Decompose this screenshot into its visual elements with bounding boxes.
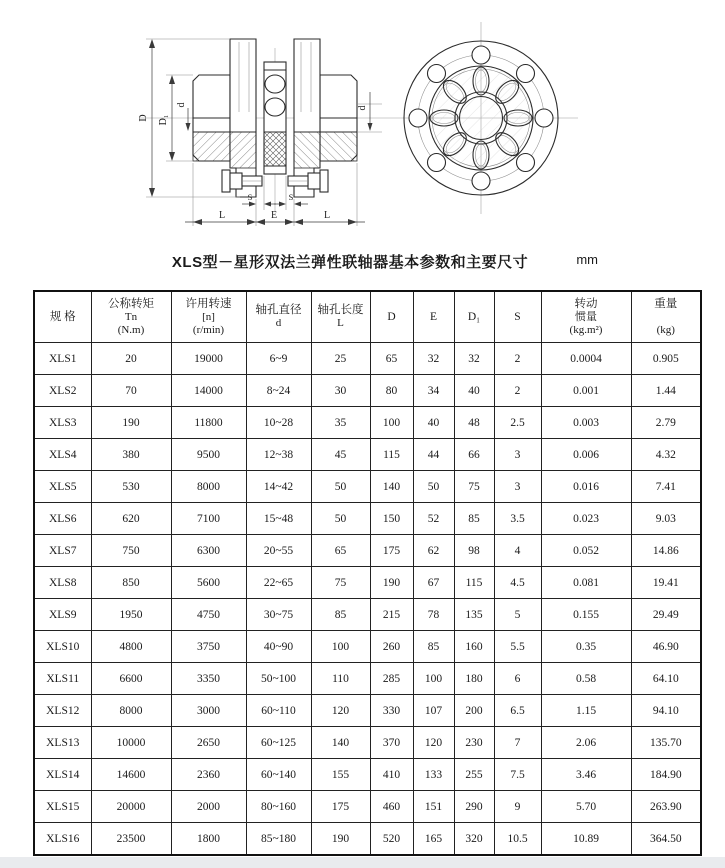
front-view-drawing <box>404 41 558 195</box>
table-cell: 150 <box>370 503 413 535</box>
table-cell: 60~110 <box>246 695 311 727</box>
table-cell: 64.10 <box>631 663 701 695</box>
table-row <box>34 343 701 375</box>
table-cell: 320 <box>454 823 494 856</box>
dim-label-d-right: d <box>357 105 368 111</box>
table-row <box>34 695 701 727</box>
table-cell: 290 <box>454 791 494 823</box>
row-label: XLS8 <box>34 567 91 599</box>
table-cell: 20 <box>91 343 171 375</box>
table-cell: 155 <box>311 759 370 791</box>
table-cell: 1.44 <box>631 375 701 407</box>
table-cell: 62 <box>413 535 454 567</box>
column-header-bore-diameter: 轴孔直径 d <box>246 291 311 343</box>
dim-label-S-left: S <box>247 192 253 202</box>
table-cell: 2650 <box>171 727 246 759</box>
table-cell: 40 <box>454 375 494 407</box>
table-cell: 100 <box>311 631 370 663</box>
table-cell: 60~125 <box>246 727 311 759</box>
table-cell: 46.90 <box>631 631 701 663</box>
row-label: XLS15 <box>34 791 91 823</box>
table-cell: 165 <box>413 823 454 856</box>
table-cell: 52 <box>413 503 454 535</box>
unit-label: mm <box>576 252 598 267</box>
table-cell: 190 <box>311 823 370 856</box>
table-cell: 65 <box>370 343 413 375</box>
table-cell: 67 <box>413 567 454 599</box>
table-row <box>34 823 701 856</box>
table-cell: 50 <box>413 471 454 503</box>
table-cell: 2.79 <box>631 407 701 439</box>
table-cell: 40~90 <box>246 631 311 663</box>
table-cell: 850 <box>91 567 171 599</box>
table-cell: 110 <box>311 663 370 695</box>
table-header-row <box>34 291 701 343</box>
row-label: XLS13 <box>34 727 91 759</box>
column-header-dim-D1: D₁ <box>454 291 494 343</box>
table-cell: 75 <box>454 471 494 503</box>
table-cell: 6600 <box>91 663 171 695</box>
table-row <box>34 439 701 471</box>
table-cell: 80~160 <box>246 791 311 823</box>
dim-label-E: E <box>270 210 278 221</box>
dim-label-S-right: S <box>288 192 294 202</box>
table-body <box>34 343 701 856</box>
table-cell: 151 <box>413 791 454 823</box>
table-cell: 6 <box>494 663 541 695</box>
table-cell: 3.46 <box>541 759 631 791</box>
table-cell: 2.5 <box>494 407 541 439</box>
column-header-dim-D: D <box>370 291 413 343</box>
table-cell: 60~140 <box>246 759 311 791</box>
table-row <box>34 471 701 503</box>
table-cell: 230 <box>454 727 494 759</box>
table-cell: 120 <box>311 695 370 727</box>
table-cell: 50 <box>311 503 370 535</box>
table-cell: 34 <box>413 375 454 407</box>
table-cell: 3350 <box>171 663 246 695</box>
table-cell: 10000 <box>91 727 171 759</box>
table-cell: 85 <box>311 599 370 631</box>
table-cell: 0.003 <box>541 407 631 439</box>
column-header-spec: 规 格 <box>34 291 91 343</box>
table-cell: 364.50 <box>631 823 701 856</box>
table-cell: 9.03 <box>631 503 701 535</box>
table-cell: 0.35 <box>541 631 631 663</box>
table-cell: 14~42 <box>246 471 311 503</box>
table-cell: 29.49 <box>631 599 701 631</box>
table-cell: 7 <box>494 727 541 759</box>
table-cell: 0.001 <box>541 375 631 407</box>
table-cell: 94.10 <box>631 695 701 727</box>
table-cell: 3.5 <box>494 503 541 535</box>
table-cell: 120 <box>413 727 454 759</box>
table-cell: 7100 <box>171 503 246 535</box>
table-cell: 20000 <box>91 791 171 823</box>
table-cell: 5600 <box>171 567 246 599</box>
table-cell: 5 <box>494 599 541 631</box>
table-row <box>34 407 701 439</box>
table-cell: 0.081 <box>541 567 631 599</box>
column-header-dim-E: E <box>413 291 454 343</box>
table-cell: 8~24 <box>246 375 311 407</box>
row-label: XLS5 <box>34 471 91 503</box>
column-header-nominal-torque: 公称转矩 Tn (N.m) <box>91 291 171 343</box>
table-cell: 4 <box>494 535 541 567</box>
table-cell: 4800 <box>91 631 171 663</box>
table-cell: 78 <box>413 599 454 631</box>
table-cell: 620 <box>91 503 171 535</box>
table-cell: 48 <box>454 407 494 439</box>
table-cell: 410 <box>370 759 413 791</box>
table-cell: 4.32 <box>631 439 701 471</box>
row-label: XLS7 <box>34 535 91 567</box>
table-cell: 85~180 <box>246 823 311 856</box>
table-cell: 0.006 <box>541 439 631 471</box>
table-cell: 45 <box>311 439 370 471</box>
table-cell: 4.5 <box>494 567 541 599</box>
table-cell: 1800 <box>171 823 246 856</box>
table-row <box>34 791 701 823</box>
table-row <box>34 631 701 663</box>
table-cell: 255 <box>454 759 494 791</box>
table-cell: 10.5 <box>494 823 541 856</box>
table-cell: 180 <box>454 663 494 695</box>
table-cell: 0.155 <box>541 599 631 631</box>
table-cell: 115 <box>454 567 494 599</box>
table-cell: 32 <box>454 343 494 375</box>
dim-label-D: D <box>138 114 149 122</box>
table-cell: 263.90 <box>631 791 701 823</box>
table-cell: 20~55 <box>246 535 311 567</box>
column-header-allowable-speed: 许用转速 [n] (r/min) <box>171 291 246 343</box>
table-cell: 6~9 <box>246 343 311 375</box>
table-cell: 7.41 <box>631 471 701 503</box>
table-cell: 135 <box>454 599 494 631</box>
parameters-table <box>33 290 702 856</box>
table-row <box>34 567 701 599</box>
table-cell: 3750 <box>171 631 246 663</box>
column-header-weight: 重量 (kg) <box>631 291 701 343</box>
table-cell: 98 <box>454 535 494 567</box>
table-cell: 8000 <box>91 695 171 727</box>
table-cell: 100 <box>370 407 413 439</box>
row-label: XLS16 <box>34 823 91 856</box>
column-header-bore-length: 轴孔长度 L <box>311 291 370 343</box>
table-cell: 65 <box>311 535 370 567</box>
table-cell: 19.41 <box>631 567 701 599</box>
table-cell: 35 <box>311 407 370 439</box>
coupling-drawing <box>0 0 725 250</box>
table-cell: 10~28 <box>246 407 311 439</box>
table-cell: 107 <box>413 695 454 727</box>
table-cell: 2 <box>494 375 541 407</box>
table-cell: 6300 <box>171 535 246 567</box>
table-cell: 100 <box>413 663 454 695</box>
row-label: XLS1 <box>34 343 91 375</box>
column-header-rotary-inertia: 转动 惯量 (kg.m²) <box>541 291 631 343</box>
dim-label-d-left: d <box>176 102 187 108</box>
table-cell: 2000 <box>171 791 246 823</box>
table-cell: 115 <box>370 439 413 471</box>
row-label: XLS3 <box>34 407 91 439</box>
row-label: XLS11 <box>34 663 91 695</box>
table-cell: 285 <box>370 663 413 695</box>
table-cell: 7.5 <box>494 759 541 791</box>
table-cell: 1.15 <box>541 695 631 727</box>
table-row <box>34 759 701 791</box>
star-element-section <box>264 62 286 174</box>
table-cell: 0.016 <box>541 471 631 503</box>
table-cell: 70 <box>91 375 171 407</box>
table-cell: 190 <box>370 567 413 599</box>
row-label: XLS9 <box>34 599 91 631</box>
table-cell: 44 <box>413 439 454 471</box>
table-cell: 85 <box>413 631 454 663</box>
table-cell: 66 <box>454 439 494 471</box>
table-cell: 370 <box>370 727 413 759</box>
table-row <box>34 375 701 407</box>
dim-label-D1: D₁ <box>158 114 169 126</box>
table-cell: 330 <box>370 695 413 727</box>
table-cell: 0.052 <box>541 535 631 567</box>
table-cell: 23500 <box>91 823 171 856</box>
table-cell: 2.06 <box>541 727 631 759</box>
table-cell: 0.905 <box>631 343 701 375</box>
table-cell: 184.90 <box>631 759 701 791</box>
side-view-drawing <box>138 39 382 226</box>
table-cell: 50~100 <box>246 663 311 695</box>
table-cell: 15~48 <box>246 503 311 535</box>
page-title: XLS型－星形双法兰弹性联轴器基本参数和主要尺寸 <box>171 254 529 271</box>
table-cell: 14.86 <box>631 535 701 567</box>
table-cell: 19000 <box>171 343 246 375</box>
table-cell: 30~75 <box>246 599 311 631</box>
title-row <box>0 251 725 277</box>
table-cell: 0.0004 <box>541 343 631 375</box>
table-cell: 175 <box>311 791 370 823</box>
table-cell: 9 <box>494 791 541 823</box>
table-cell: 9500 <box>171 439 246 471</box>
column-header-dim-S: S <box>494 291 541 343</box>
table-cell: 140 <box>370 471 413 503</box>
table-cell: 8000 <box>171 471 246 503</box>
table-cell: 5.70 <box>541 791 631 823</box>
table-cell: 260 <box>370 631 413 663</box>
table-cell: 2360 <box>171 759 246 791</box>
dim-label-L-right: L <box>323 210 331 221</box>
row-label: XLS14 <box>34 759 91 791</box>
table-cell: 40 <box>413 407 454 439</box>
table-row <box>34 663 701 695</box>
table-cell: 75 <box>311 567 370 599</box>
table-cell: 190 <box>91 407 171 439</box>
row-label: XLS12 <box>34 695 91 727</box>
table-cell: 460 <box>370 791 413 823</box>
table-cell: 5.5 <box>494 631 541 663</box>
table-cell: 3 <box>494 439 541 471</box>
table-cell: 14600 <box>91 759 171 791</box>
table-cell: 530 <box>91 471 171 503</box>
table-cell: 80 <box>370 375 413 407</box>
table-cell: 750 <box>91 535 171 567</box>
dim-label-L-left: L <box>218 210 226 221</box>
table-cell: 2 <box>494 343 541 375</box>
table-cell: 30 <box>311 375 370 407</box>
row-label: XLS2 <box>34 375 91 407</box>
table-cell: 6.5 <box>494 695 541 727</box>
table-cell: 14000 <box>171 375 246 407</box>
table-cell: 85 <box>454 503 494 535</box>
table-cell: 4750 <box>171 599 246 631</box>
table-cell: 25 <box>311 343 370 375</box>
table-cell: 0.58 <box>541 663 631 695</box>
row-label: XLS6 <box>34 503 91 535</box>
row-label: XLS4 <box>34 439 91 471</box>
table-cell: 140 <box>311 727 370 759</box>
row-label: XLS10 <box>34 631 91 663</box>
table-cell: 11800 <box>171 407 246 439</box>
table-row <box>34 535 701 567</box>
table-cell: 32 <box>413 343 454 375</box>
table-cell: 135.70 <box>631 727 701 759</box>
table-row <box>34 727 701 759</box>
table-cell: 12~38 <box>246 439 311 471</box>
table-cell: 520 <box>370 823 413 856</box>
table-cell: 160 <box>454 631 494 663</box>
table-row <box>34 599 701 631</box>
table-cell: 215 <box>370 599 413 631</box>
table-cell: 0.023 <box>541 503 631 535</box>
table-cell: 1950 <box>91 599 171 631</box>
table-cell: 200 <box>454 695 494 727</box>
table-cell: 50 <box>311 471 370 503</box>
table-cell: 10.89 <box>541 823 631 856</box>
table-cell: 3 <box>494 471 541 503</box>
table-cell: 380 <box>91 439 171 471</box>
table-cell: 133 <box>413 759 454 791</box>
page-bottom-edge <box>0 857 725 868</box>
table-row <box>34 503 701 535</box>
table-cell: 22~65 <box>246 567 311 599</box>
table-cell: 3000 <box>171 695 246 727</box>
table-cell: 175 <box>370 535 413 567</box>
